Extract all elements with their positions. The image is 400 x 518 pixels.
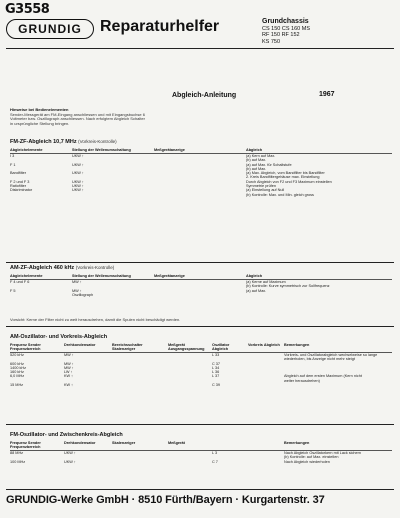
table-cell: 2. Kreis Bandfiltergehäuse max. Einstellung [246, 175, 320, 180]
table-cell: wiederholen, bis Anzeige nicht mehr steigt [284, 357, 355, 362]
section-divider [6, 262, 394, 263]
table-cell: F 4 und F 6 [10, 280, 30, 284]
column-header: Bemerkungen [284, 343, 392, 353]
chassis-model: RF 150 RF 152 [262, 32, 300, 38]
grundig-logo: GRUNDIG [6, 19, 94, 39]
table-cell: MW ↑ [64, 361, 74, 366]
table-cell: Abgleich auf dem ersten Maximum (Kern nicht [284, 374, 362, 379]
am-if-note: (Vorkreis-Kontrolle) [75, 265, 115, 270]
table-cell [284, 383, 392, 387]
table-cell: KW ↑ [64, 383, 74, 388]
document-year: 1967 [319, 91, 335, 98]
table-cell: L 36 [212, 370, 220, 375]
table-cell: L 37 [212, 374, 220, 379]
table-cell [154, 293, 246, 297]
column-header: Meßgerät [168, 441, 212, 451]
table-cell: F 5 [10, 288, 16, 293]
table-cell: 100 MHz [10, 459, 26, 464]
table-cell: UKW ↑ [72, 188, 84, 193]
table-cell [10, 193, 72, 197]
chassis-model: KS 750 [262, 38, 281, 45]
section-subtitle: Abgleich-Anleitung [172, 92, 237, 99]
am-osc-section-title: AM-Oszillator- und Vorkreis-Abgleich [10, 334, 108, 340]
column-header [248, 441, 284, 451]
table-cell: UKW ↑ [64, 451, 76, 455]
table-cell: UKW ↑ [72, 171, 84, 176]
column-header: Abgleich [246, 148, 392, 154]
table-cell: F 2 und F 3 [10, 179, 30, 184]
intro-line: in ursprüngliche Stellung bringen. [10, 120, 70, 126]
table-cell: C 37 [212, 361, 221, 366]
table-cell [168, 383, 212, 387]
column-header: Frequenz Sender Frequenzbereich [10, 343, 64, 353]
table-cell: Symmetrie prüfen [246, 184, 276, 189]
table-cell: Vorkreis- und Oszillatorabgleich wechselweise so lange [284, 353, 378, 357]
fm-osc-section-title: FM-Oszillator- und Zwischenkreis-Abgleich [10, 432, 123, 438]
chassis-list [262, 19, 310, 45]
chassis-model: CS 150 CS 160 MS [262, 25, 310, 32]
table-cell: 520 kHz [10, 353, 24, 357]
table-cell [246, 293, 392, 297]
table-cell: C 7 [212, 459, 218, 464]
am-if-footnote: Vorsicht: Kerne der Filter nicht zu weit herausdrehen, damit die Spulen nicht beschädigt werden. [10, 317, 181, 322]
table-cell [10, 293, 72, 297]
column-header: Oszillator Abgleich [212, 343, 248, 353]
column-header: Bemerkungen [284, 441, 392, 451]
column-header: Skalenzeiger [112, 441, 168, 451]
table-cell [248, 383, 284, 387]
table-cell: (a) Kerne auf Maximum [246, 280, 286, 284]
table-row [10, 460, 392, 464]
fm-osc-table [10, 441, 392, 464]
table-cell: 160 kHz [10, 370, 24, 375]
table-cell: (a) auf Max. für Schaltstufe [246, 162, 292, 167]
column-header: Drehkondensator [64, 343, 112, 353]
table-cell: (b) Kontrolle: auf Max. einstellen [284, 455, 339, 460]
document-title: Reparaturhelfer [100, 18, 220, 35]
table-cell [154, 193, 246, 197]
column-header: Stellung der Wellenumschaltung [72, 148, 154, 154]
table-cell: (b) Kontrolle: Kurve symmetrisch zur Sollfrequenz [246, 284, 330, 289]
table-cell: UKW ↑ [72, 179, 84, 184]
column-header: Vorkreis Abgleich [248, 343, 284, 353]
table-cell: 1400 kHz [10, 365, 27, 370]
section-divider [6, 326, 394, 327]
table-cell: (a) Einstellung auf Null [246, 188, 285, 193]
column-header [212, 441, 248, 451]
table-row [10, 293, 392, 297]
table-cell: Bandfilter [10, 171, 27, 176]
column-header: Drehkondensator [64, 441, 112, 451]
table-cell: 88 MHz [10, 451, 24, 455]
am-if-section-title [10, 265, 114, 271]
column-header: Bereichsschalter Skalenzeiger [112, 343, 168, 353]
column-header: Abgleichelemente [10, 274, 72, 280]
column-header: Meßgerätanzeige [154, 148, 246, 154]
table-cell: MW ↑ [72, 280, 82, 284]
table-cell: 6,0 MHz [10, 374, 25, 379]
intro-heading: Hinweise bei Bedienelementen [10, 107, 69, 112]
footer-divider [6, 489, 394, 490]
table-cell: UKW ↑ [64, 459, 76, 464]
table-cell: UKW ↑ [72, 184, 84, 189]
intro-notes [10, 108, 190, 126]
table-cell [112, 460, 168, 464]
table-cell: (a) Kern auf Max. [246, 154, 276, 158]
company-address-footer: GRUNDIG-Werke GmbH · 8510 Fürth/Bayern · Kurgartenstr. 37 [6, 494, 325, 506]
fm-if-note: (Vorkreis-Kontrolle) [78, 139, 117, 144]
table-cell: (a) Max. Abgleich, vom Bandfilter bis Bandfilter [246, 171, 325, 176]
table-row [10, 193, 392, 197]
table-cell [112, 383, 168, 387]
table-cell [248, 460, 284, 464]
table-cell [72, 193, 154, 197]
table-cell: L 33 [212, 353, 220, 357]
am-osc-table [10, 343, 392, 387]
table-cell: UKW ↑ [72, 154, 84, 158]
table-cell: weiter herausdrehen) [284, 378, 320, 383]
table-cell [168, 460, 212, 464]
table-cell: Oszillograph [72, 292, 94, 297]
chassis-heading: Grundchassis [262, 18, 309, 25]
table-cell: Ratiofilter [10, 184, 27, 189]
table-cell: Durch Abgleich von F2 und F3 Maximum einstellen [246, 179, 332, 184]
table-cell: Diskriminator [10, 188, 33, 193]
handwritten-document-id: G3558 [5, 2, 50, 17]
table-cell: LW ↑ [64, 370, 73, 375]
table-cell: MW ↑ [64, 353, 74, 357]
intro-line: Sender-Messgerät am FM-Eingang anschliessen und mit Eingangsbuchse 6 [10, 111, 145, 117]
table-cell: L 3 [212, 451, 218, 455]
column-header: Abgleichelemente [10, 148, 72, 154]
column-header: Meßgerät Ausgangsspannung [168, 343, 212, 353]
fm-if-section-title [10, 139, 117, 145]
table-cell: C 39 [212, 383, 221, 388]
am-if-title: AM-ZF-Abgleich 460 kHz [10, 265, 75, 271]
table-cell: F 1 [10, 162, 16, 167]
header-divider [6, 48, 394, 49]
table-cell: 600 kHz [10, 361, 24, 366]
table-cell: 15 MHz [10, 383, 24, 388]
table-cell: Nach Abgleich wiederholen [284, 459, 330, 464]
fm-if-title: FM-ZF-Abgleich 10,7 MHz [10, 139, 77, 145]
fm-if-table [10, 148, 392, 197]
table-cell: MW ↑ [72, 288, 82, 293]
am-if-table [10, 274, 392, 297]
table-cell: (b) Kontrolle: Max. und Min. gleich gross [246, 192, 314, 197]
column-header: Meßgerätanzeige [154, 274, 246, 280]
table-cell: (a) auf Max. [246, 288, 267, 293]
table-row [10, 383, 392, 387]
table-cell: Nach Abgleich Oszillatorkern mit Lack sichern [284, 451, 362, 455]
table-cell: UKW ↑ [72, 162, 84, 167]
table-cell: KW ↑ [64, 374, 74, 379]
column-header: Frequenz Sender Frequenzbereich [10, 441, 64, 451]
column-header: Abgleich [246, 274, 392, 280]
table-cell: L 34 [212, 365, 220, 370]
table-cell: I 3 [10, 154, 15, 158]
table-cell: MW ↑ [64, 365, 74, 370]
table-cell: (b) auf Max. [246, 158, 267, 163]
intro-line: Voltmeter bzw. Oszillograph anschliessen. Nach erfolgtem Abgleich Schalter [10, 116, 145, 122]
table-cell: (b) auf Max. [246, 166, 267, 171]
section-divider [6, 424, 394, 425]
column-header: Stellung der Wellenumschaltung [72, 274, 154, 280]
